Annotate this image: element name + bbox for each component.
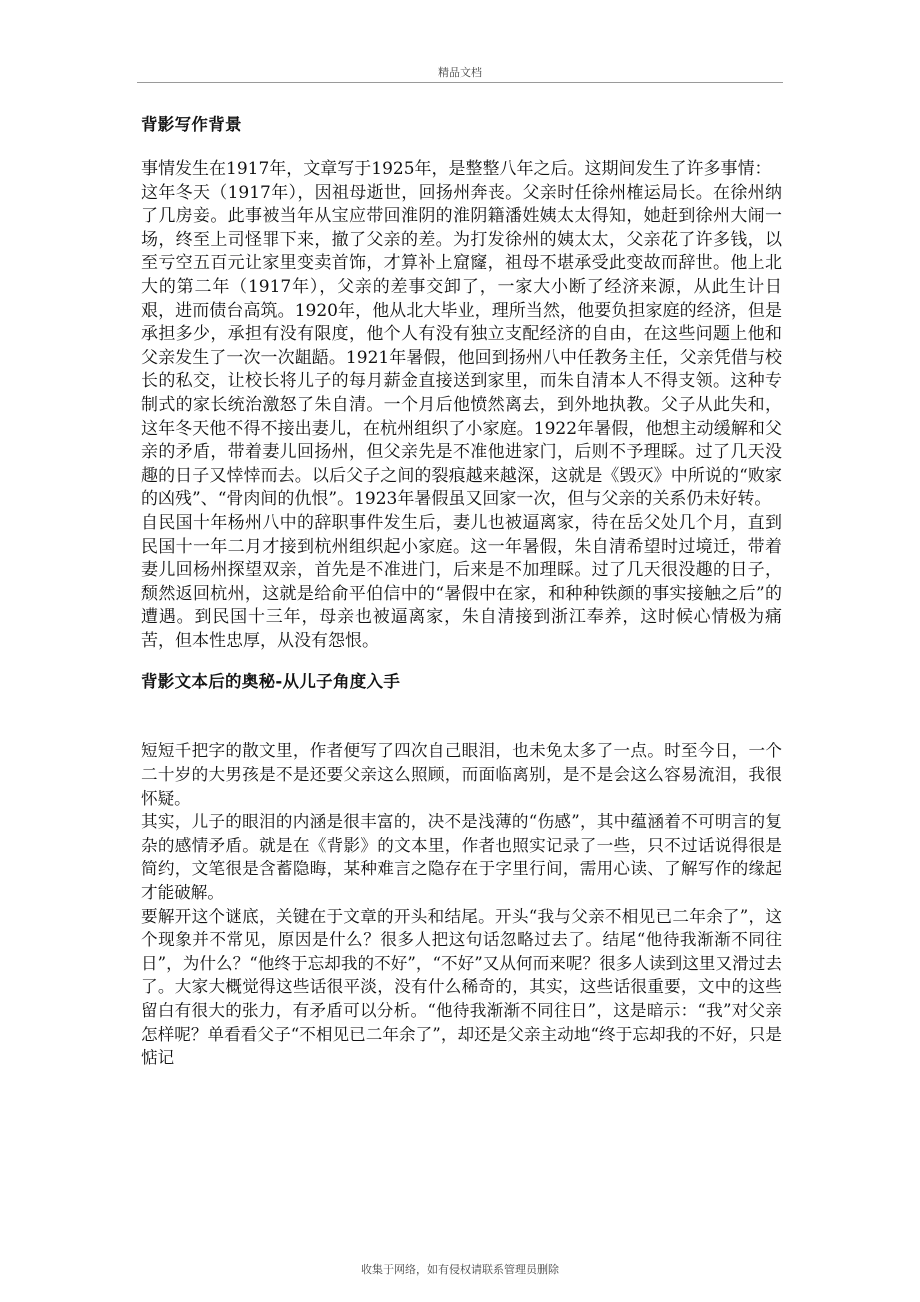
paragraph: 短短千把字的散文里，作者便写了四次自己眼泪，也未免太多了一点。时至今日，一个二十岁的大男孩是不是还要父亲这么照顾，而面临离别，是不是会这么容易流泪，我很怀疑。 — [141, 741, 782, 808]
paragraph: 事情发生在1917年，文章写于1925年，是整整八年之后。这期间发生了许多事情： — [141, 159, 772, 179]
header-divider — [137, 82, 783, 83]
page-footer: 收集于网络，如有侵权请联系管理员删除 — [361, 1263, 559, 1276]
paragraph: 要解开这个谜底，关键在于文章的开头和结尾。开头“我与父亲不相见已二年余了”，这个现象并不常见，原因是什么？很多人把这句话忽略过去了。结尾“他待我渐渐不同往日”，为什么？“他终于忘却我的不好”，“不好”又从何而来呢？很多人读到这里又滑过去了。大家大概觉得这些话很平淡，没有什么稀奇的，其实，这些话很重要，文中的这些留白有很大的张力，有矛盾可以分析。“他待我渐渐不同往日”，这是暗示：“我”对父亲怎样呢？单看看父子“不相见已二年余了”，却还是父亲主动地“终于忘却我的不好，只是惦记 — [141, 906, 782, 1068]
section-title: 背影文本后的奥秘-从儿子角度入手 — [141, 672, 401, 692]
document-body — [141, 112, 782, 1070]
page-header: 精品文档 — [438, 66, 482, 79]
section-writing-background — [141, 112, 782, 653]
section-text-secret — [141, 669, 782, 1069]
paragraph: 自民国十年杨州八中的辞职事件发生后，妻儿也被逼离家，待在岳父处几个月，直到民国十一年二月才接到杭州组织起小家庭。这一年暑假，朱自清希望时过境迁，带着妻儿回杨州探望双亲，首先是不准进门，后来是不加理睬。过了几天很没趣的日子，颓然返回杭州，这就是给俞平伯信中的“暑假中在家，和种种铁颜的事实接触之后”的遭遇。到民国十三年，母亲也被逼离家，朱自清接到浙江奉养，这时候心情极为痛苦，但本性忠厚，从没有怨恨。 — [141, 512, 782, 651]
paragraph: 这年冬天（1917年），因祖母逝世，回扬州奔丧。父亲时任徐州榷运局长。在徐州纳了几房妾。此事被当年从宝应带回淮阴的淮阴籍潘姓姨太太得知，她赶到徐州大闹一场，终至上司怪罪下来，撤了父亲的差。为打发徐州的姨太太，父亲花了许多钱，以至亏空五百元让家里变卖首饰，才算补上窟窿，祖母不堪承受此变故而辞世。他上北大的第二年（1917年），父亲的差事交卸了，一家大小断了经济来源，从此生计日艰，进而债台高筑。1920年，他从北大毕业，理所当然，他要负担家庭的经济，但是承担多少，承担有没有限度，他个人有没有独立支配经济的自由，在这些问题上他和父亲发生了一次一次龃龉。1921年暑假，他回到扬州八中任教务主任，父亲凭借与校长的私交，让校长将儿子的每月薪金直接送到家里，而朱自清本人不得支领。这种专制式的家长统治激怒了朱自清。一个月后他愤然离去，到外地执教。父子从此失和，这年冬天他不得不接出妻儿，在杭州组织了小家庭。1922年暑假，他想主动缓解和父亲的矛盾，带着妻儿回扬州，但父亲先是不准他进家门，后则不予理睬。过了几天没趣的日子又悻悻而去。以后父子之间的裂痕越来越深，这就是《毁灭》中所说的“败家的凶残”、“骨肉间的仇恨”。1923年暑假虽又回家一次，但与父亲的关系仍未好转。 — [141, 182, 782, 510]
paragraph: 其实，儿子的眼泪的内涵是很丰富的，决不是浅薄的“伤感”，其中蕴涵着不可明言的复杂的感情矛盾。就是在《背影》的文本里，作者也照实记录了一些，只不过话说得很是简约，文笔很是含蓄隐晦，某种难言之隐存在于字里行间，需用心读、了解写作的缘起才能破解。 — [141, 812, 782, 903]
section-title: 背影写作背景 — [141, 115, 242, 134]
